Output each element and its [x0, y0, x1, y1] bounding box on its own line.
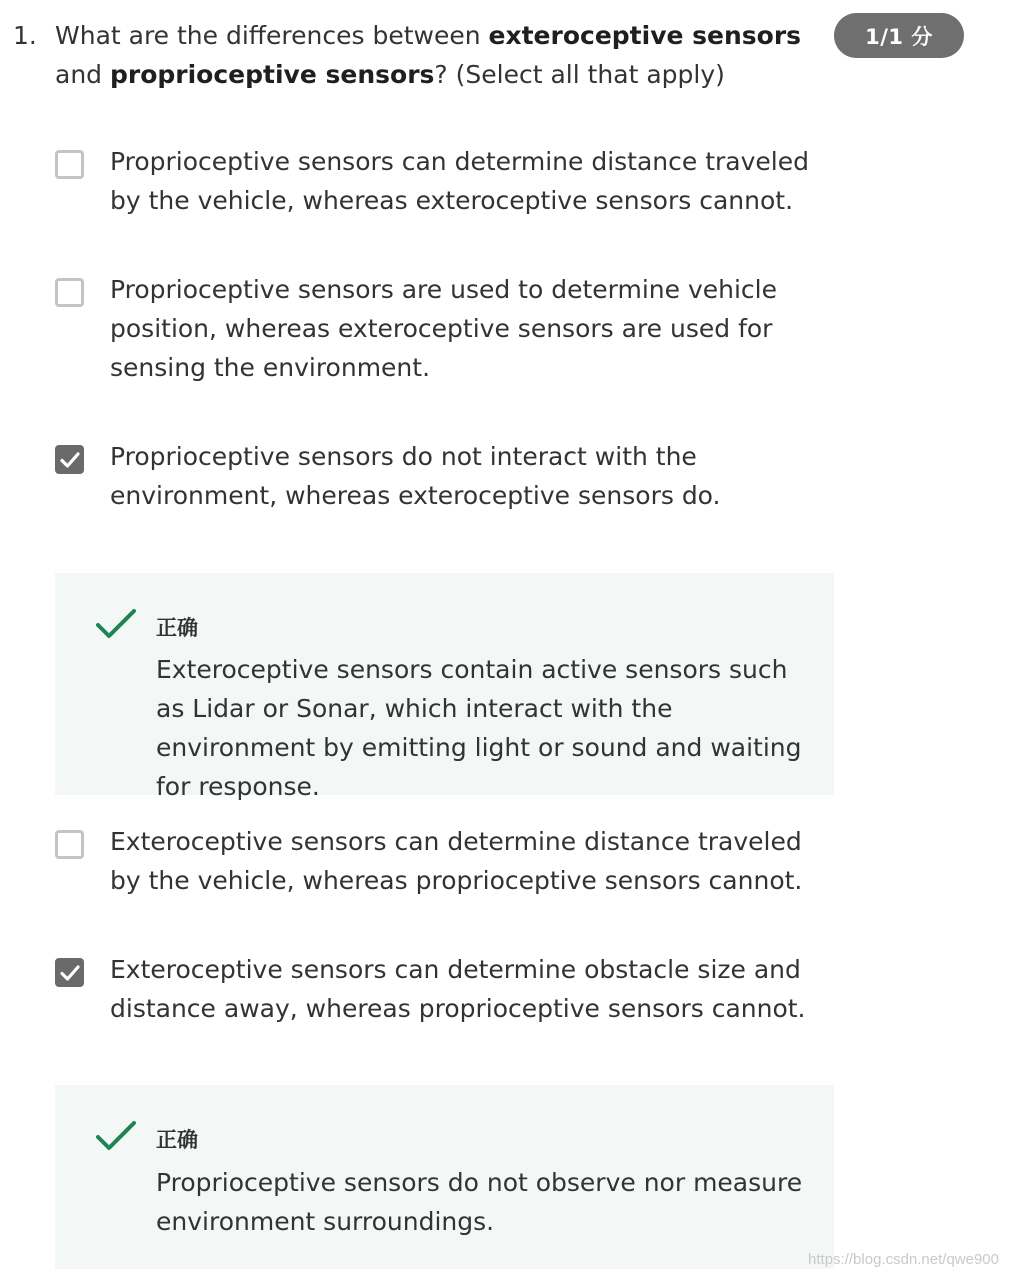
feedback-panel-1 — [55, 573, 834, 801]
option-5-checkbox[interactable] — [55, 958, 84, 987]
option-1-checkbox[interactable] — [55, 150, 84, 179]
option-2-label: Proprioceptive sensors are used to determine vehicle position, whereas exteroceptive sensors are used for sensing the environment. — [110, 275, 778, 382]
feedback-label: 正确 — [156, 1128, 198, 1152]
feedback-text: Proprioceptive sensors do not observe nor measure environment surroundings. — [156, 1168, 803, 1236]
watermark: https://blog.csdn.net/qwe900 — [808, 1251, 999, 1268]
feedback-panel-2 — [55, 1085, 834, 1269]
option-3-checkbox[interactable] — [55, 445, 84, 474]
question-bold-exteroceptive: exteroceptive sensors — [488, 21, 802, 50]
question-text-post: ? (Select all that apply) — [434, 60, 725, 89]
checkmark-icon — [59, 962, 81, 984]
checkmark-icon — [59, 449, 81, 471]
option-4-label: Exteroceptive sensors can determine distance traveled by the vehicle, whereas proprioceptive sensors cannot. — [110, 827, 803, 895]
score-badge: 1/1 分 — [834, 13, 964, 58]
option-2-checkbox[interactable] — [55, 278, 84, 307]
option-5-label: Exteroceptive sensors can determine obstacle size and distance away, whereas proprioceptive sensors cannot. — [110, 955, 806, 1023]
option-4-checkbox[interactable] — [55, 830, 84, 859]
feedback-label: 正确 — [156, 616, 198, 640]
question-text — [55, 16, 825, 94]
question-text-pre: What are the differences between — [55, 21, 489, 50]
question-text-mid: and — [55, 60, 110, 89]
correct-check-icon — [95, 607, 137, 641]
question-bold-proprioceptive: proprioceptive sensors — [109, 60, 435, 89]
correct-check-icon — [95, 1119, 137, 1153]
feedback-text: Exteroceptive sensors contain active sensors such as Lidar or Sonar, which interact with the environment by emitting light or sound and waiting for response. — [156, 655, 802, 801]
question-number: 1. — [13, 21, 37, 50]
option-1-label: Proprioceptive sensors can determine distance traveled by the vehicle, whereas exteroceptive sensors cannot. — [110, 147, 809, 215]
option-3-label: Proprioceptive sensors do not interact with the environment, whereas exteroceptive sensors do. — [110, 442, 721, 510]
